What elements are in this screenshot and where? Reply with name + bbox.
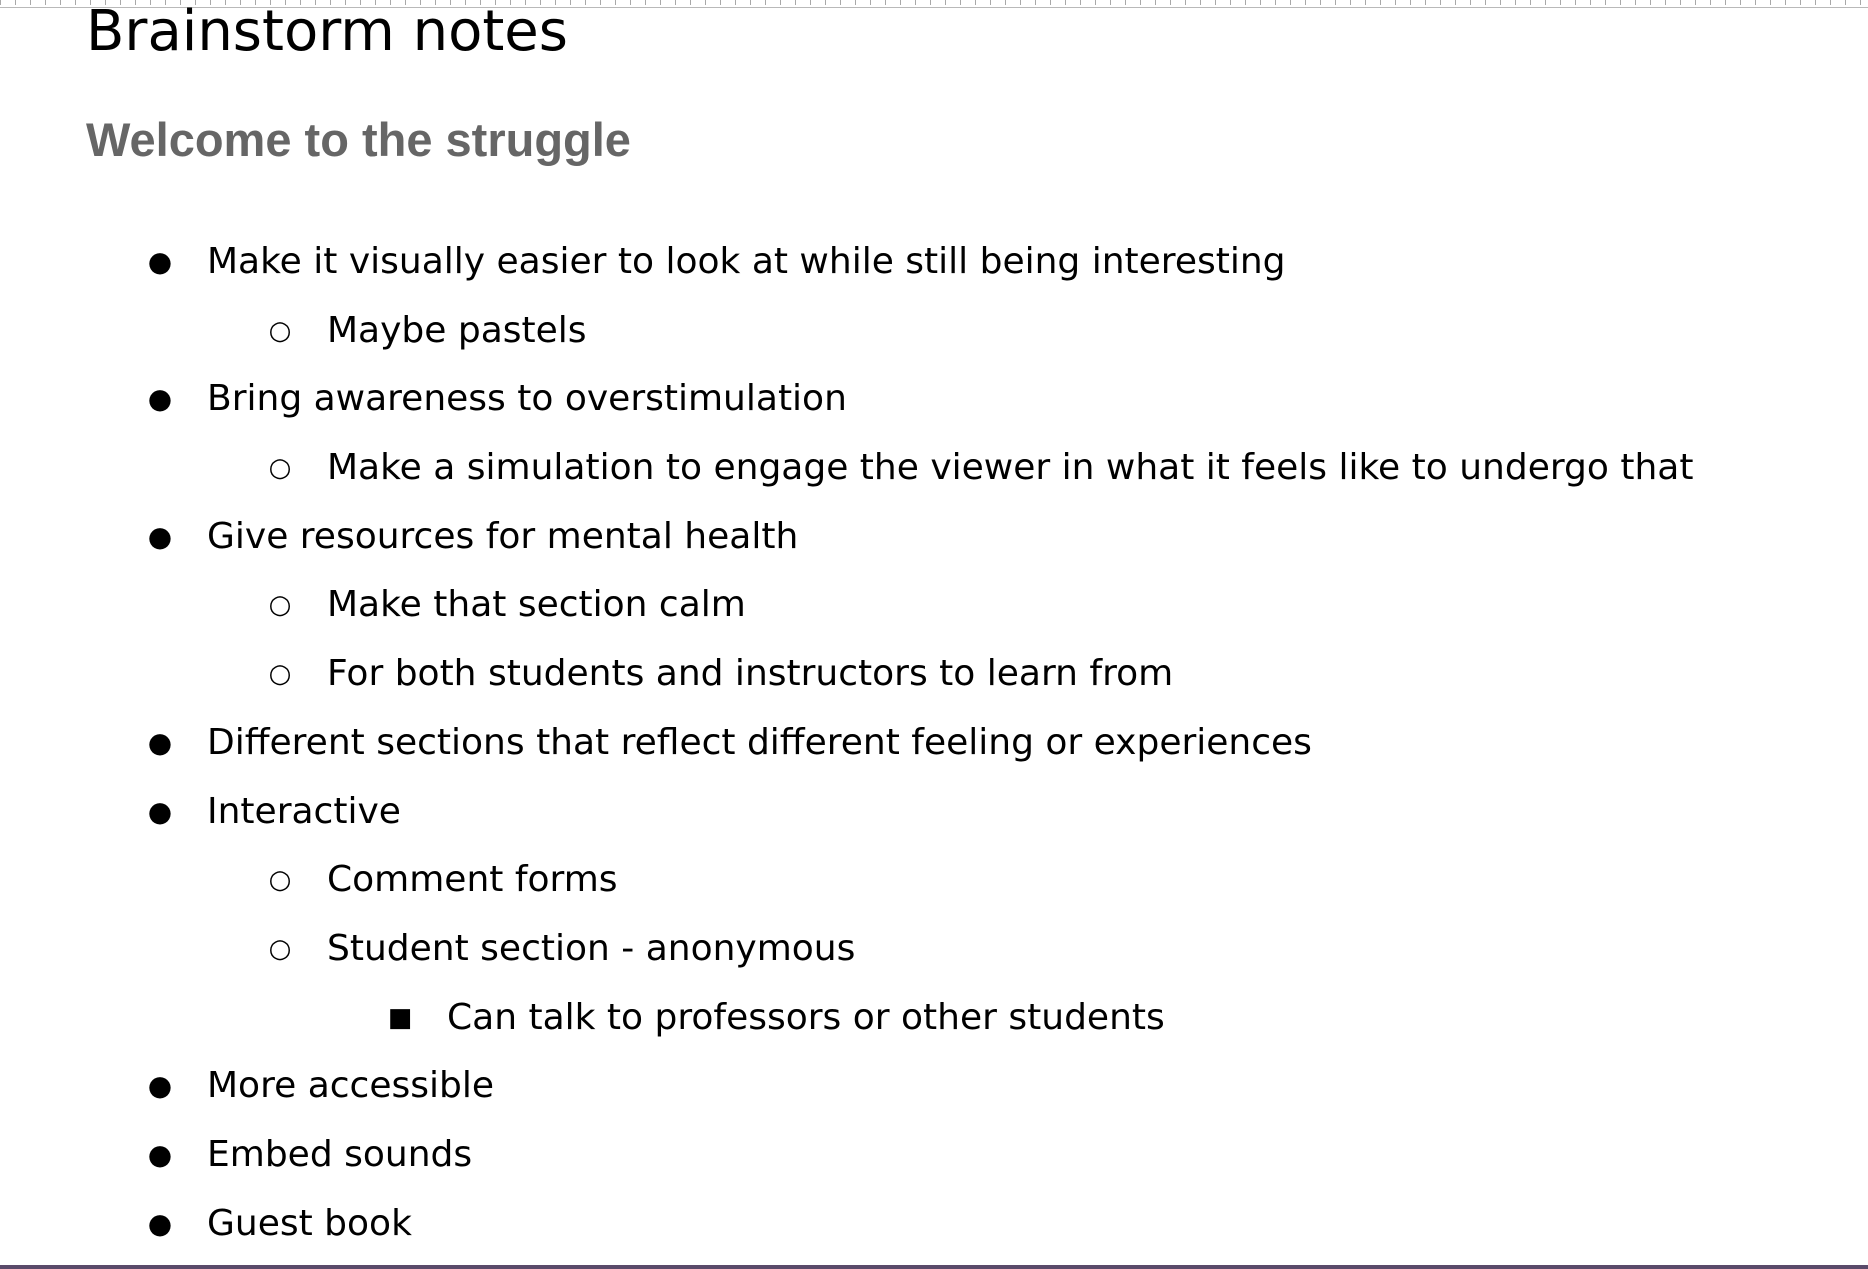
- bullet-filled-circle-icon: ●: [147, 519, 173, 553]
- document-title[interactable]: Brainstorm notes: [86, 0, 568, 64]
- list-item-text: Maybe pastels: [327, 309, 587, 351]
- list-item-text: Student section - anonymous: [327, 927, 856, 969]
- bullet-hollow-circle-icon: ○: [268, 933, 292, 964]
- bullet-hollow-circle-icon: ○: [268, 453, 292, 484]
- list-item-text: Make that section calm: [327, 584, 746, 626]
- bullet-filled-circle-icon: ●: [147, 382, 173, 416]
- document-subtitle[interactable]: Welcome to the struggle: [86, 113, 631, 166]
- bullet-filled-circle-icon: ●: [147, 1206, 173, 1240]
- bullet-filled-square-icon: ■: [387, 1002, 413, 1033]
- list-item-text: For both students and instructors to learn from: [327, 653, 1174, 695]
- bullet-filled-circle-icon: ●: [147, 245, 173, 278]
- list-item-text: Different sections that reflect different feeling or experiences: [207, 721, 1312, 763]
- list-item-text: Interactive: [207, 790, 401, 832]
- bottom-border: [0, 1265, 1868, 1269]
- list-item-text: Embed sounds: [207, 1133, 473, 1175]
- list-item-text: Make a simulation to engage the viewer in what it feels like to undergo that: [327, 447, 1694, 489]
- bullet-filled-circle-icon: ●: [147, 1069, 173, 1103]
- list-item-text: Give resources for mental health: [207, 515, 799, 557]
- list-item-text: Bring awareness to overstimulation: [207, 378, 847, 420]
- bullet-filled-circle-icon: ●: [147, 725, 173, 759]
- bullet-filled-circle-icon: ●: [147, 1137, 173, 1171]
- bullet-filled-circle-icon: ●: [147, 794, 173, 828]
- bullet-hollow-circle-icon: ○: [268, 865, 292, 896]
- bullet-hollow-circle-icon: ○: [268, 590, 292, 621]
- list-item-text: Make it visually easier to look at while still being interesting: [207, 241, 1286, 282]
- bullet-hollow-circle-icon: ○: [268, 659, 292, 690]
- list-item-text: Can talk to professors or other students: [447, 996, 1165, 1038]
- bullet-hollow-circle-icon: ○: [268, 315, 292, 346]
- list-item-text: Comment forms: [327, 859, 618, 901]
- list-item-text: Guest book: [207, 1202, 412, 1244]
- list-item-text: More accessible: [207, 1065, 494, 1107]
